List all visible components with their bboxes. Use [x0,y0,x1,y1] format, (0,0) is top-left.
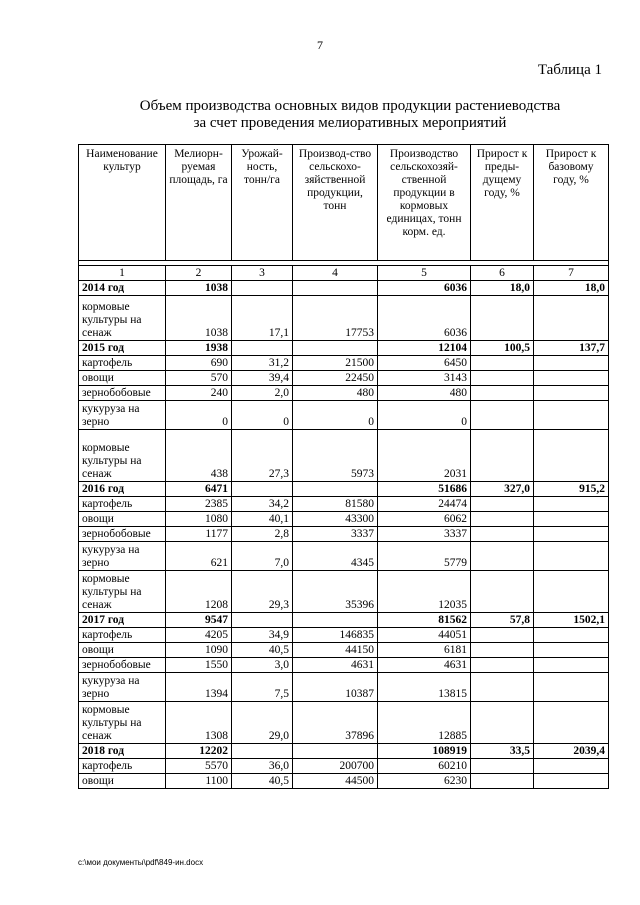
crop-name-cell: картофель [79,759,166,774]
crop-name-cell: картофель [79,628,166,643]
area-cell: 1550 [166,658,232,673]
production-cell: 17753 [293,296,378,341]
feed-units-cell: 108919 [378,744,471,759]
growth-prev-cell: 33,5 [471,744,534,759]
production-cell: 0 [293,401,378,430]
yield-cell: 34,2 [232,497,293,512]
growth-base-cell [534,702,609,744]
column-number: 6 [471,266,534,281]
feed-units-cell: 4631 [378,658,471,673]
crop-name-cell: кукуруза на зерно [79,401,166,430]
yield-cell: 0 [232,401,293,430]
title-line-1: Объем производства основных видов продукции растениеводства [139,98,561,114]
header-crop-name: Наименование культур [79,145,166,261]
area-cell: 1038 [166,296,232,341]
area-cell: 1080 [166,512,232,527]
growth-base-cell [534,571,609,613]
crop-row [79,386,609,401]
crop-row [79,527,609,542]
header-area: Мелиорн-руемая площадь, га [166,145,232,261]
year-summary-row [79,281,609,296]
yield-cell [232,281,293,296]
column-number: 4 [293,266,378,281]
feed-units-cell: 6062 [378,512,471,527]
feed-units-cell: 3337 [378,527,471,542]
growth-prev-cell [471,673,534,702]
growth-base-cell [534,430,609,482]
production-cell: 5973 [293,430,378,482]
area-cell: 5570 [166,759,232,774]
feed-units-cell: 44051 [378,628,471,643]
growth-prev-cell: 327,0 [471,482,534,497]
header-growth-base: Прирост к базовому году, % [534,145,609,261]
growth-prev-cell: 18,0 [471,281,534,296]
header-yield: Урожай-ность, тонн/га [232,145,293,261]
yield-cell: 40,5 [232,774,293,789]
yield-cell [232,744,293,759]
feed-units-cell: 12035 [378,571,471,613]
area-cell: 690 [166,356,232,371]
header-production: Производ-ство сельскохо-зяйственной продукции, тонн [293,145,378,261]
growth-base-cell [534,542,609,571]
crop-name-cell: овощи [79,512,166,527]
growth-prev-cell [471,702,534,744]
feed-units-cell: 12885 [378,702,471,744]
growth-prev-cell [471,571,534,613]
yield-cell [232,341,293,356]
area-cell: 9547 [166,613,232,628]
area-cell: 1938 [166,341,232,356]
yield-cell: 29,0 [232,702,293,744]
area-cell: 1394 [166,673,232,702]
crop-row [79,759,609,774]
feed-units-cell: 6181 [378,643,471,658]
table-label: Таблица 1 [537,62,602,78]
crop-row [79,702,609,744]
area-cell: 570 [166,371,232,386]
growth-base-cell [534,296,609,341]
feed-units-cell: 6036 [378,296,471,341]
yield-cell: 2,8 [232,527,293,542]
production-cell: 43300 [293,512,378,527]
growth-base-cell [534,759,609,774]
production-cell [293,613,378,628]
area-cell: 12202 [166,744,232,759]
production-cell: 21500 [293,356,378,371]
crop-row [79,542,609,571]
growth-prev-cell [471,430,534,482]
crop-row [79,430,609,482]
crop-name-cell: овощи [79,774,166,789]
growth-prev-cell [471,658,534,673]
header-feed-units: Производство сельскохозяй-ственной продукции в кормовых единицах, тонн корм. ед. [378,145,471,261]
production-table [78,144,609,789]
area-cell: 1177 [166,527,232,542]
crop-row [79,512,609,527]
crop-name-cell: 2016 год [79,482,166,497]
yield-cell: 7,5 [232,673,293,702]
production-cell: 480 [293,386,378,401]
production-cell: 4345 [293,542,378,571]
growth-base-cell [534,371,609,386]
crop-name-cell: кукуруза на зерно [79,542,166,571]
growth-base-cell [534,658,609,673]
year-summary-row [79,744,609,759]
crop-name-cell: 2017 год [79,613,166,628]
area-cell: 240 [166,386,232,401]
feed-units-cell: 3143 [378,371,471,386]
file-path-footer: c:\мои документы\pdf\849-ин.docx [78,858,204,867]
crop-name-cell: кормовые культуры на сенаж [79,296,166,341]
growth-base-cell [534,628,609,643]
column-number: 3 [232,266,293,281]
yield-cell: 31,2 [232,356,293,371]
production-cell [293,744,378,759]
yield-cell: 3,0 [232,658,293,673]
production-cell: 44500 [293,774,378,789]
year-summary-row [79,613,609,628]
growth-prev-cell [471,386,534,401]
table-title [60,98,640,132]
crop-name-cell: кормовые культуры на сенаж [79,571,166,613]
crop-row [79,296,609,341]
growth-base-cell [534,774,609,789]
yield-cell: 17,1 [232,296,293,341]
crop-name-cell: кормовые культуры на сенаж [79,702,166,744]
crop-name-cell: зернобобовые [79,386,166,401]
yield-cell [232,482,293,497]
production-cell: 3337 [293,527,378,542]
production-cell: 4631 [293,658,378,673]
yield-cell: 27,3 [232,430,293,482]
feed-units-cell: 6230 [378,774,471,789]
column-number: 2 [166,266,232,281]
crop-name-cell: кукуруза на зерно [79,673,166,702]
column-number: 7 [534,266,609,281]
growth-base-cell: 137,7 [534,341,609,356]
growth-prev-cell [471,774,534,789]
crop-name-cell: зернобобовые [79,658,166,673]
crop-name-cell: картофель [79,497,166,512]
crop-row [79,356,609,371]
production-cell: 35396 [293,571,378,613]
crop-name-cell: кормовые культуры на сенаж [79,430,166,482]
crop-name-cell: овощи [79,643,166,658]
crop-name-cell: 2015 год [79,341,166,356]
crop-row [79,658,609,673]
feed-units-cell: 13815 [378,673,471,702]
growth-base-cell: 1502,1 [534,613,609,628]
title-line-2: за счет проведения мелиоративных мероприятий [193,115,507,131]
growth-prev-cell [471,296,534,341]
crop-name-cell: 2014 год [79,281,166,296]
column-number: 1 [79,266,166,281]
growth-base-cell [534,673,609,702]
growth-prev-cell [471,356,534,371]
column-number-row [79,266,609,281]
growth-base-cell [534,527,609,542]
year-summary-row [79,341,609,356]
header-growth-prev: Прирост к преды-дущему году, % [471,145,534,261]
year-summary-row [79,482,609,497]
feed-units-cell: 6036 [378,281,471,296]
feed-units-cell: 6450 [378,356,471,371]
growth-prev-cell [471,527,534,542]
yield-cell: 34,9 [232,628,293,643]
growth-base-cell [534,497,609,512]
growth-prev-cell [471,759,534,774]
growth-base-cell [534,386,609,401]
area-cell: 1208 [166,571,232,613]
production-cell: 10387 [293,673,378,702]
growth-prev-cell [471,512,534,527]
feed-units-cell: 2031 [378,430,471,482]
growth-prev-cell [471,371,534,386]
feed-units-cell: 5779 [378,542,471,571]
production-cell: 22450 [293,371,378,386]
feed-units-cell: 81562 [378,613,471,628]
feed-units-cell: 12104 [378,341,471,356]
page-number: 7 [317,38,323,52]
growth-prev-cell: 100,5 [471,341,534,356]
growth-prev-cell [471,542,534,571]
area-cell: 621 [166,542,232,571]
growth-base-cell [534,401,609,430]
crop-name-cell: 2018 год [79,744,166,759]
production-cell [293,341,378,356]
area-cell: 0 [166,401,232,430]
growth-base-cell: 915,2 [534,482,609,497]
growth-base-cell: 2039,4 [534,744,609,759]
crop-row [79,774,609,789]
feed-units-cell: 480 [378,386,471,401]
yield-cell: 2,0 [232,386,293,401]
feed-units-cell: 51686 [378,482,471,497]
crop-row [79,571,609,613]
production-cell: 37896 [293,702,378,744]
area-cell: 6471 [166,482,232,497]
feed-units-cell: 0 [378,401,471,430]
yield-cell: 36,0 [232,759,293,774]
growth-prev-cell [471,401,534,430]
growth-base-cell [534,643,609,658]
crop-row [79,643,609,658]
yield-cell: 29,3 [232,571,293,613]
crop-row [79,628,609,643]
yield-cell: 40,5 [232,643,293,658]
crop-name-cell: овощи [79,371,166,386]
header-row [79,145,609,261]
feed-units-cell: 60210 [378,759,471,774]
crop-row [79,497,609,512]
area-cell: 1100 [166,774,232,789]
growth-prev-cell [471,628,534,643]
production-cell: 200700 [293,759,378,774]
production-cell: 44150 [293,643,378,658]
growth-prev-cell: 57,8 [471,613,534,628]
area-cell: 2385 [166,497,232,512]
feed-units-cell: 24474 [378,497,471,512]
production-cell [293,482,378,497]
growth-prev-cell [471,643,534,658]
yield-cell: 7,0 [232,542,293,571]
growth-base-cell [534,512,609,527]
yield-cell [232,613,293,628]
area-cell: 1090 [166,643,232,658]
growth-base-cell: 18,0 [534,281,609,296]
crop-row [79,371,609,386]
crop-row [79,673,609,702]
production-cell: 81580 [293,497,378,512]
area-cell: 1308 [166,702,232,744]
growth-base-cell [534,356,609,371]
crop-name-cell: зернобобовые [79,527,166,542]
crop-row [79,401,609,430]
yield-cell: 40,1 [232,512,293,527]
area-cell: 1038 [166,281,232,296]
yield-cell: 39,4 [232,371,293,386]
column-number: 5 [378,266,471,281]
crop-name-cell: картофель [79,356,166,371]
production-cell: 146835 [293,628,378,643]
area-cell: 438 [166,430,232,482]
area-cell: 4205 [166,628,232,643]
production-cell [293,281,378,296]
growth-prev-cell [471,497,534,512]
